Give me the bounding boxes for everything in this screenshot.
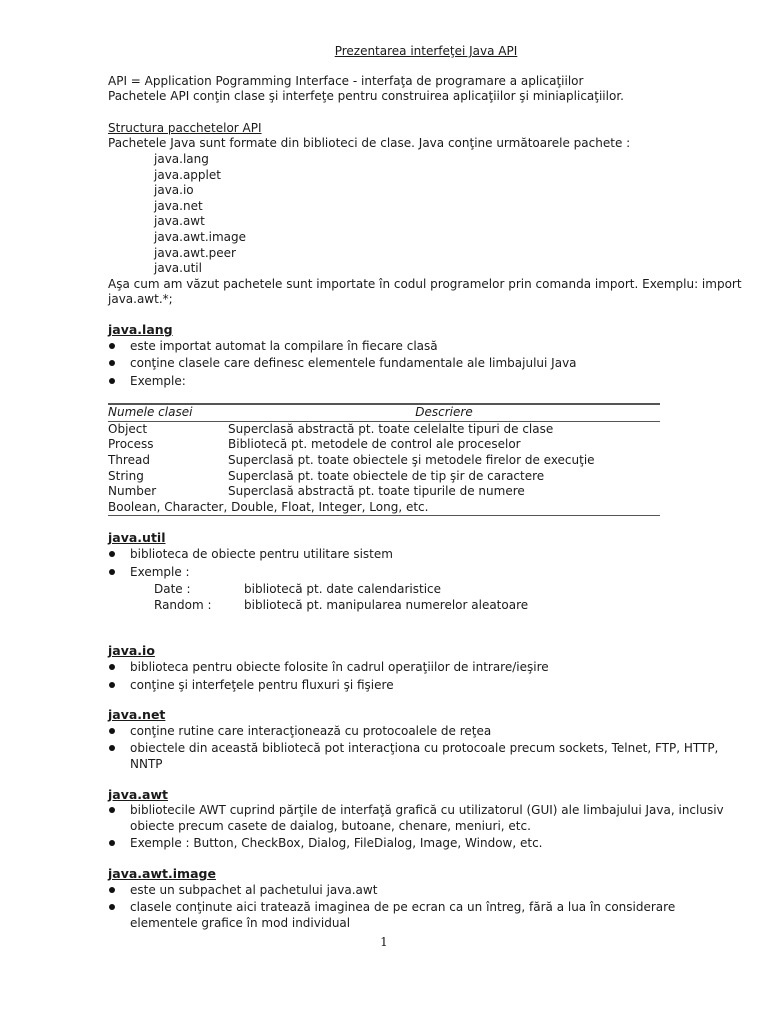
list-item: obiectele din această bibliotecă pot interacţiona cu protocoale precum sockets, Telnet, FTP, HTTP, NNTP	[108, 741, 744, 772]
structure-after: Aşa cum am văzut pachetele sunt importate în codul programelor prin comanda import. Exemplu: import java.awt.*;	[108, 276, 742, 307]
example-name: Date :	[154, 582, 191, 597]
page-number: 1	[380, 935, 388, 949]
table-row	[108, 421, 660, 437]
section-heading-java-awt-image: java.awt.image	[108, 865, 216, 881]
table-cell: Bibliotecă pt. metodele de control ale proceselor	[228, 437, 521, 452]
example-row	[154, 582, 744, 598]
bullet-list	[108, 803, 744, 852]
package-item: java.lang	[154, 151, 209, 166]
list-item: clasele conţinute aici tratează imaginea de pe ecran ca un întreg, fără a lua în considerare elementele grafice în mod individual	[108, 900, 744, 931]
list-item: Exemple : Button, CheckBox, Dialog, FileDialog, Image, Window, etc.	[108, 836, 744, 852]
bullet-list	[108, 883, 744, 932]
table-row	[108, 484, 660, 500]
classes-table	[108, 403, 660, 516]
list-item: Exemple :	[108, 565, 744, 581]
package-item: java.util	[154, 261, 202, 276]
package-list	[154, 152, 744, 277]
structure-heading: Structura pacchetelor API	[108, 120, 262, 135]
table-cell: Superclasă pt. toate obiectele şi metodele firelor de execuţie	[228, 453, 595, 468]
bullet-list	[108, 660, 744, 693]
list-item: este importat automat la compilare în fiecare clasă	[108, 339, 744, 355]
table-cell: Superclasă abstractă pt. toate tipurile de numere	[228, 484, 525, 499]
list-item: biblioteca pentru obiecte folosite în cadrul operaţiilor de intrare/ieşire	[108, 660, 744, 676]
intro-line: Pachetele API conţin clase şi interfeţe pentru construirea aplicaţiilor şi miniaplicaţiilor.	[108, 89, 624, 104]
document-page	[108, 44, 744, 933]
bullet-list	[108, 724, 744, 773]
package-item: java.awt	[154, 214, 205, 229]
table-cell: Superclasă pt. toate obiectele de tip şir de caractere	[228, 468, 545, 483]
table-cell: Number	[108, 484, 157, 499]
list-item: conţine rutine care interacţionează cu protocoalele de reţea	[108, 724, 744, 740]
package-item: java.awt.peer	[154, 245, 236, 260]
section-heading-java-util: java.util	[108, 530, 166, 546]
table-header: Numele clasei	[108, 404, 228, 421]
bullet-list	[108, 339, 744, 390]
structure-text: Pachetele Java sunt formate din biblioteci de clase. Java conţine următoarele pachete :	[108, 136, 631, 151]
package-item: java.io	[154, 183, 194, 198]
example-row	[154, 598, 744, 614]
list-item: bibliotecile AWT cuprind părţile de interfaţă grafică cu utilizatorul (GUI) ale limbajului Java, inclusiv obiecte precum casete de daialog, butoane, chenare, meniuri, etc.	[108, 803, 744, 834]
example-desc: bibliotecă pt. manipularea numerelor aleatoare	[244, 597, 529, 612]
table-cell: String	[108, 468, 144, 483]
package-item: java.awt.image	[154, 229, 247, 244]
table-row	[108, 469, 660, 485]
intro-line: API = Application Pogramming Interface - interfaţa de programare a aplicaţiilor	[108, 73, 584, 88]
list-item: Exemple:	[108, 374, 744, 390]
table-cell: Boolean, Character, Double, Float, Integer, Long, etc.	[108, 500, 660, 516]
section-heading-java-lang: java.lang	[108, 321, 173, 337]
section-heading-java-net: java.net	[108, 707, 166, 723]
section-heading-java-awt: java.awt	[108, 786, 169, 802]
package-item: java.applet	[154, 167, 221, 182]
package-item: java.net	[154, 198, 203, 213]
table-cell: Object	[108, 421, 148, 436]
table-cell: Thread	[108, 453, 150, 468]
section-heading-java-io: java.io	[108, 643, 155, 659]
bullet-list	[108, 547, 744, 580]
list-item: conţine clasele care definesc elementele fundamentale ale limbajului Java	[108, 356, 744, 372]
page-title: Prezentarea interfeţei Java API	[334, 44, 518, 58]
list-item: biblioteca de obiecte pentru utilitare sistem	[108, 547, 744, 563]
list-item: este un subpachet al pachetului java.awt	[108, 883, 744, 899]
table-row	[108, 453, 660, 469]
table-cell: Process	[108, 437, 154, 452]
list-item: conţine şi interfeţele pentru fluxuri şi fişiere	[108, 678, 744, 694]
table-header: Descriere	[228, 404, 660, 421]
example-name: Random :	[154, 597, 212, 612]
table-row	[108, 500, 660, 516]
table-cell: Superclasă abstractă pt. toate celelalte tipuri de clase	[228, 421, 554, 436]
table-row	[108, 437, 660, 453]
example-desc: bibliotecă pt. date calendaristice	[244, 582, 442, 597]
